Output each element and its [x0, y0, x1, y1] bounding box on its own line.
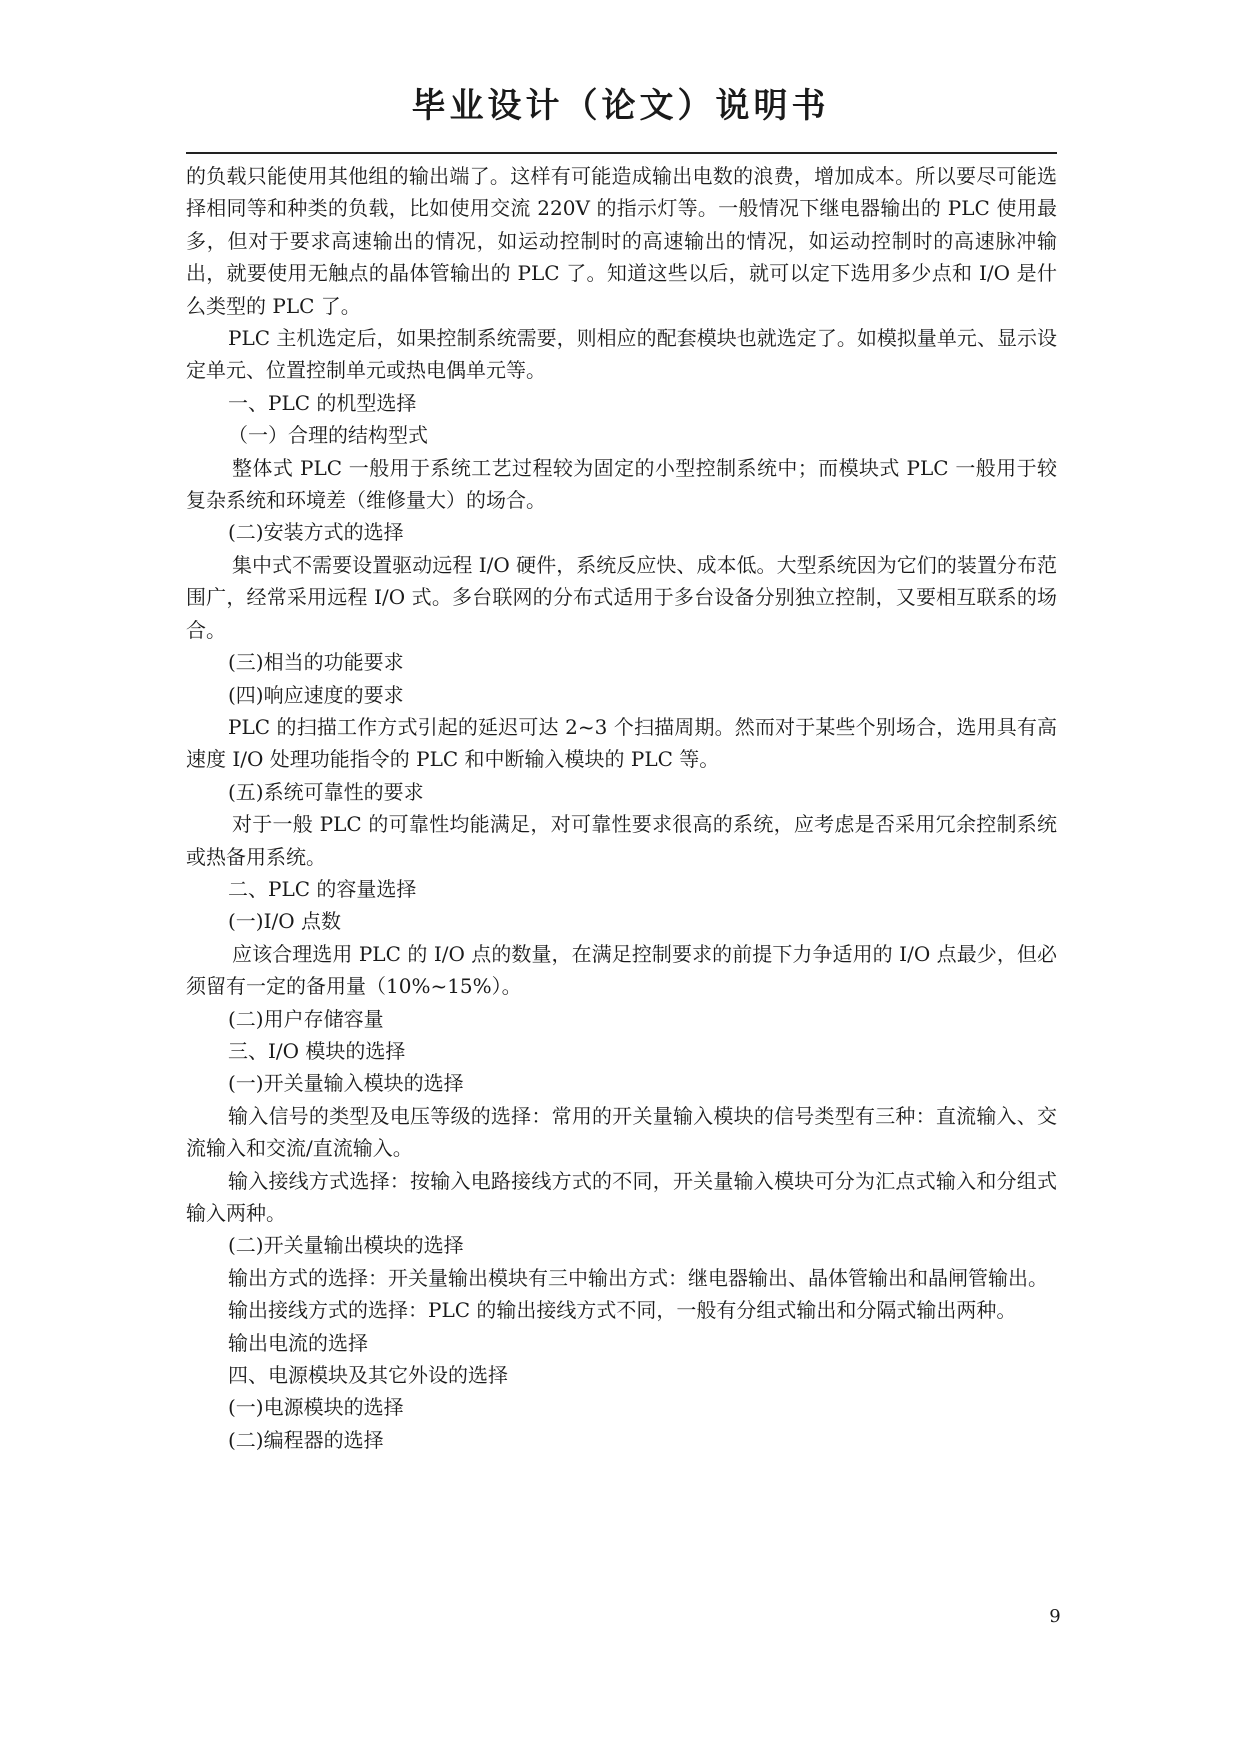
subsection-heading: (四)响应速度的要求 [228, 682, 404, 707]
section-heading: 四、电源模块及其它外设的选择 [228, 1363, 508, 1388]
paragraph: 输出接线方式的选择：PLC 的输出接线方式不同，一般有分组式输出和分隔式输出两种。 [228, 1298, 1017, 1323]
paragraph: 输出方式的选择：开关量输出模块有三中输出方式：继电器输出、晶体管输出和晶闸管输出。 [228, 1265, 1048, 1290]
subsection-heading: (二)开关量输出模块的选择 [228, 1233, 464, 1258]
paragraph: PLC 的扫描工作方式引起的延迟可达 2~3 个扫描周期。然而对于某些个别场合，选用具有高速度 I/O 处理功能指令的 PLC 和中断输入模块的 PLC 等。 [186, 714, 1057, 772]
paragraph: 整体式 PLC 一般用于系统工艺过程较为固定的小型控制系统中；而模块式 PLC 一般用于较复杂系统和环境差（维修量大）的场合。 [186, 455, 1057, 513]
page-number: 9 [1049, 1606, 1061, 1627]
section-heading: 三、I/O 模块的选择 [228, 1038, 406, 1063]
section-heading: 一、PLC 的机型选择 [228, 390, 417, 415]
subsection-heading: (二)编程器的选择 [228, 1427, 384, 1452]
paragraph: 输入接线方式选择：按输入电路接线方式的不同，开关量输入模块可分为汇点式输入和分组式输入两种。 [186, 1168, 1057, 1225]
section-heading: 二、PLC 的容量选择 [228, 876, 417, 901]
subsection-heading: (三)相当的功能要求 [228, 650, 404, 675]
paragraph: PLC 主机选定后，如果控制系统需要，则相应的配套模块也就选定了。如模拟量单元、显示设定单元、位置控制单元或热电偶单元等。 [186, 326, 1057, 383]
paragraph: 输入信号的类型及电压等级的选择：常用的开关量输入模块的信号类型有三种：直流输入、交流输入和交流/直流输入。 [186, 1103, 1057, 1161]
subsection-heading: (一)I/O 点数 [228, 909, 341, 934]
header-divider [186, 152, 1057, 154]
subsection-heading: (二)安装方式的选择 [228, 520, 404, 545]
paragraph: 输出电流的选择 [228, 1330, 368, 1355]
subsection-heading: （一）合理的结构型式 [228, 423, 428, 448]
subsection-heading: (二)用户存储容量 [228, 1006, 384, 1031]
paragraph: 应该合理选用 PLC 的 I/O 点的数量，在满足控制要求的前提下力争适用的 I/O 点最少，但必须留有一定的备用量（10%~15%）。 [186, 941, 1057, 999]
paragraph: 集中式不需要设置驱动远程 I/O 硬件，系统反应快、成本低。大型系统因为它们的装置分布范围广，经常采用远程 I/O 式。多台联网的分布式适用于多台设备分别独立控制，又要相互联系的场合。 [186, 552, 1057, 642]
subsection-heading: (一)开关量输入模块的选择 [228, 1071, 464, 1096]
document-header-title: 毕业设计（论文）说明书 [411, 86, 830, 126]
subsection-heading: (五)系统可靠性的要求 [228, 779, 424, 804]
subsection-heading: (一)电源模块的选择 [228, 1395, 404, 1420]
paragraph: 对于一般 PLC 的可靠性均能满足，对可靠性要求很高的系统，应考虑是否采用冗余控制系统或热备用系统。 [186, 812, 1057, 869]
paragraph: 的负载只能使用其他组的输出端了。这样有可能造成输出电数的浪费，增加成本。所以要尽可能选择相同等和种类的负载，比如使用交流 220V 的指示灯等。一般情况下继电器输出的 PLC 使用最多，但对于要求高速输出的情况，如运动控制时的高速输出的情况，如运动控制时的高速脉冲输出，就要使用无触点的晶体管输出的 PLC 了。知道这些以后，就可以定下选用多少点和 I/O 是什么类型的 PLC 了。 [186, 164, 1057, 318]
document-body [186, 160, 1057, 1456]
